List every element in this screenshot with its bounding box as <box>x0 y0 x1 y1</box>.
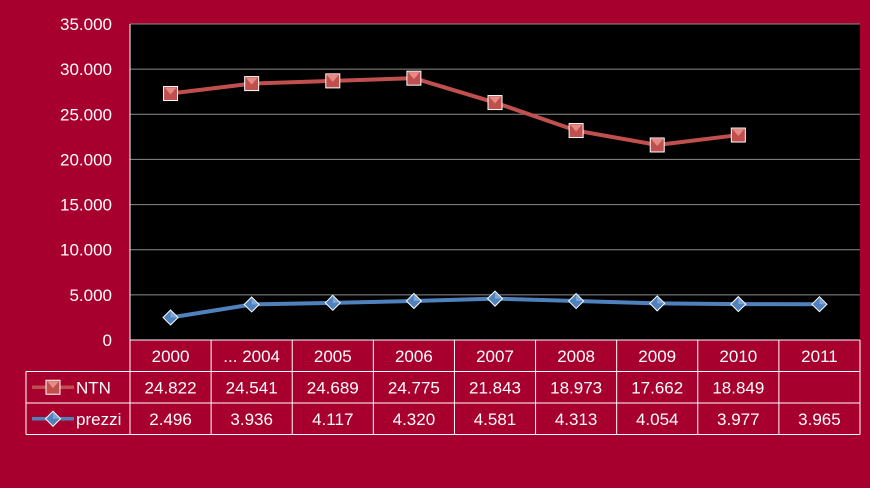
x-category-label: 2005 <box>313 346 352 366</box>
y-tick-label: 25.000 <box>60 105 112 125</box>
table-cell-value: 24.822 <box>144 378 197 398</box>
legend-label-NTN: NTN <box>76 378 111 398</box>
legend-label-prezzi: prezzi <box>76 409 122 429</box>
table-cell-value: 24.541 <box>225 378 278 398</box>
y-tick-label: 20.000 <box>60 150 112 170</box>
table-cell-value: 3.977 <box>717 409 760 429</box>
y-tick-label: 35.000 <box>60 15 112 34</box>
x-category-label: 2006 <box>394 346 433 366</box>
table-cell-value: 3.965 <box>798 409 841 429</box>
table-cell-value: 24.689 <box>306 378 359 398</box>
x-category-label: 2008 <box>557 346 596 366</box>
table-cell-value: 21.843 <box>469 378 521 398</box>
y-tick-label: 10.000 <box>60 240 112 260</box>
x-category-label: 2009 <box>638 346 677 366</box>
x-category-label: 2007 <box>476 346 514 366</box>
y-tick-label: 15.000 <box>60 195 112 215</box>
table-cell-value: 4.117 <box>312 409 354 429</box>
table-cell-value: 18.849 <box>712 378 765 398</box>
table-cell-value: 4.313 <box>554 409 598 429</box>
table-cell-value: 4.054 <box>635 409 679 429</box>
x-category-label: 2011 <box>801 346 838 366</box>
y-tick-label: 0 <box>102 331 112 350</box>
x-category-label: 2010 <box>719 346 758 366</box>
table-cell-value: 18.973 <box>550 378 603 398</box>
x-category-label: 2000 <box>151 346 190 366</box>
table-cell-value: 24.775 <box>387 378 440 398</box>
y-tick-label: 30.000 <box>60 60 112 80</box>
y-tick-label: 5.000 <box>69 285 112 305</box>
table-cell-value: 3.936 <box>230 409 273 429</box>
table-cell-value: 4.320 <box>392 409 436 429</box>
table-cell-value: 17.662 <box>631 378 684 398</box>
table-cell-value: 2.496 <box>149 409 192 429</box>
x-category-label: ... 2004 <box>223 346 281 366</box>
table-cell-value: 4.581 <box>473 409 517 429</box>
